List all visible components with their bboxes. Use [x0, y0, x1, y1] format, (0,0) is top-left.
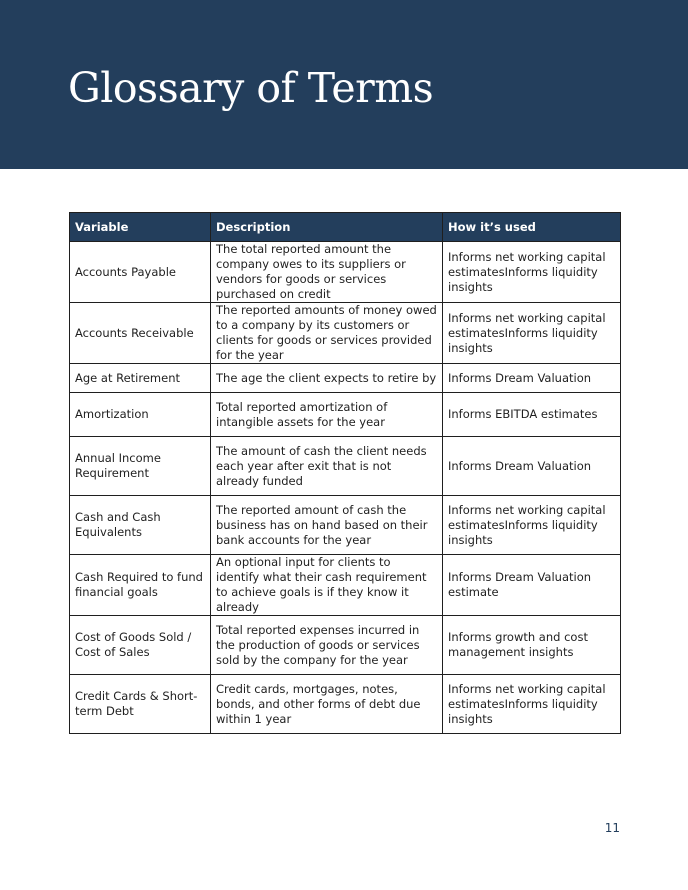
cell-how-used: Informs net working capital estimatesInforms liquidity insights [443, 242, 621, 303]
cell-description: The age the client expects to retire by [211, 364, 443, 393]
cell-how-used: Informs net working capital estimatesInforms liquidity insights [443, 496, 621, 555]
table-row [70, 555, 621, 616]
cell-variable: Accounts Payable [70, 242, 211, 303]
cell-variable: Accounts Receivable [70, 303, 211, 364]
column-header-description: Description [211, 213, 443, 242]
cell-variable: Amortization [70, 393, 211, 437]
cell-variable: Cash and Cash Equivalents [70, 496, 211, 555]
cell-variable: Cost of Goods Sold / Cost of Sales [70, 616, 211, 675]
cell-variable: Annual Income Requirement [70, 437, 211, 496]
cell-description: Total reported amortization of intangible assets for the year [211, 393, 443, 437]
cell-variable: Credit Cards & Short-term Debt [70, 675, 211, 734]
cell-how-used: Informs EBITDA estimates [443, 393, 621, 437]
table-row [70, 242, 621, 303]
cell-how-used: Informs Dream Valuation [443, 364, 621, 393]
table-row [70, 437, 621, 496]
header-banner [0, 0, 688, 169]
page-number: 11 [604, 821, 620, 835]
cell-variable: Cash Required to fund financial goals [70, 555, 211, 616]
table-row [70, 496, 621, 555]
cell-description: An optional input for clients to identify what their cash requirement to achieve goals is if they know it already [211, 555, 443, 616]
table-row [70, 364, 621, 393]
cell-description: The reported amounts of money owed to a company by its customers or clients for goods or services provided for the year [211, 303, 443, 364]
cell-variable: Age at Retirement [70, 364, 211, 393]
cell-how-used: Informs net working capital estimatesInforms liquidity insights [443, 675, 621, 734]
cell-description: Credit cards, mortgages, notes, bonds, and other forms of debt due within 1 year [211, 675, 443, 734]
cell-description: The total reported amount the company owes to its suppliers or vendors for goods or services purchased on credit [211, 242, 443, 303]
cell-how-used: Informs Dream Valuation [443, 437, 621, 496]
table-row [70, 675, 621, 734]
cell-description: The reported amount of cash the business has on hand based on their bank accounts for the year [211, 496, 443, 555]
table-header-row [70, 213, 621, 242]
page-title: Glossary of Terms [68, 64, 434, 112]
cell-how-used: Informs net working capital estimatesInforms liquidity insights [443, 303, 621, 364]
cell-how-used: Informs Dream Valuation estimate [443, 555, 621, 616]
column-header-how-used: How it’s used [443, 213, 621, 242]
cell-description: Total reported expenses incurred in the production of goods or services sold by the company for the year [211, 616, 443, 675]
column-header-variable: Variable [70, 213, 211, 242]
table-row [70, 616, 621, 675]
glossary-table [69, 212, 621, 734]
table-row [70, 393, 621, 437]
cell-how-used: Informs growth and cost management insights [443, 616, 621, 675]
cell-description: The amount of cash the client needs each year after exit that is not already funded [211, 437, 443, 496]
table-row [70, 303, 621, 364]
